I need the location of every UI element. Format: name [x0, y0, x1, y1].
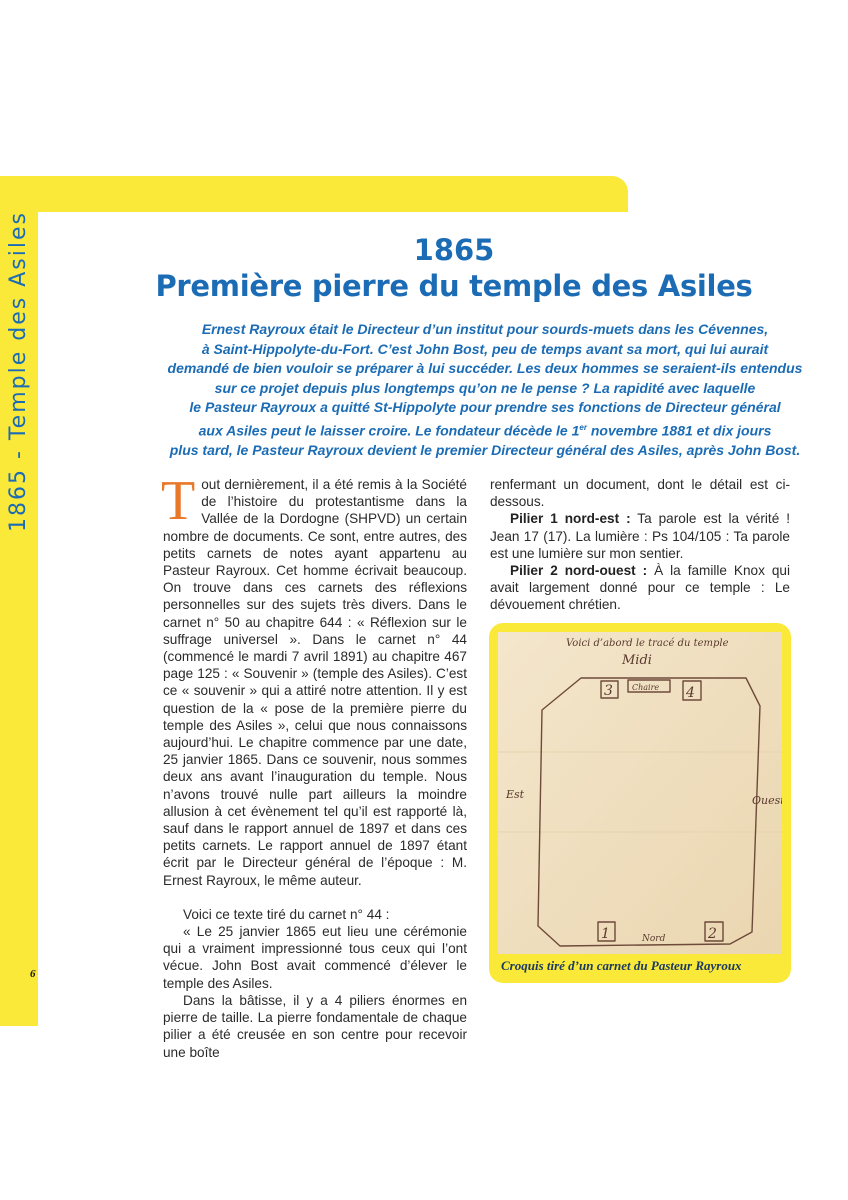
intro-line: [120, 418, 848, 441]
pilier-1-label: Pilier 1 nord-est :: [510, 511, 631, 527]
pilier-1-paragraph: [490, 510, 790, 562]
intro-line: Ernest Rayroux était le Directeur d’un institut pour sourds-muets dans les Cévennes,: [201, 321, 769, 337]
pilier-2-text: À la famille Knox qui avait largement donné pour ce temple : Le dévouement chrétien.: [490, 563, 791, 613]
intro-line: demandé de bien vouloir se préparer à lui succéder. Les deux hommes se seraient-ils entendus: [167, 360, 803, 377]
dropcap: T: [161, 470, 196, 532]
figure-caption: Croquis tiré d’un carnet du Pasteur Rayroux: [501, 958, 742, 973]
left-column: [161, 470, 467, 1061]
paragraph-3: « Le 25 janvier 1865 eut lieu une cérémonie qui a vraiment impressionné tous ceux qui l’ont vécue. John Bost avait commencé d’élever le temple des Asiles.: [163, 924, 467, 991]
intro-superscript: er: [579, 422, 587, 432]
right-column: [490, 476, 790, 614]
page-number: 6: [30, 968, 36, 980]
title-year: 1865: [413, 233, 495, 267]
intro-paragraph: [120, 320, 848, 461]
intro-line: plus tard, le Pasteur Rayroux devient le premier Directeur général des Asiles, après John Bost.: [169, 442, 801, 459]
paragraph-2: Voici ce texte tiré du carnet n° 44 :: [183, 906, 390, 922]
pilier-1-text: Ta parole est la vérité ! Jean 17 (17). La lumière : Ps 104/105 : Ta parole est une lumière sur mon sentier.: [490, 511, 790, 561]
pillar-number-1: 1: [601, 926, 610, 942]
title-block: [60, 232, 848, 304]
page-title: Première pierre du temple des Asiles: [155, 269, 753, 303]
paragraph-1-text: out dernièrement, il a été remis à la Société de l’histoire du protestantisme dans la Vallée de la Dordogne (SHPVD) un certain nombre de documents. Ce sont, entre autres, des petits carnets de notes ayant appartenu au Pasteur Rayroux. Cet homme écrivait beaucoup. On trouve dans ces carnets des réflexions personnelles sur des sujets très divers. Dans le carnet n° 50 au chapitre 644 : « Réflexion sur le suffrage universel ». Dans le carnet n° 44 (commencé le mardi 7 avril 1891) au chapitre 467 page 125 : « Souvenir » (temple des Asiles). C’est ce « souvenir » qui a attiré notre attention. Il y est question de la « pose de la première pierre du temple des Asiles », celui que nous connaissons aujourd’hui. Le chapitre commence par une date, 25 janvier 1865. Dans ce souvenir, nous sommes deux ans avant l’inauguration du temple. Nous n’avons trouvé nulle part ailleurs la moindre allusion à cet évènement tel qu’il est rapporté là, sauf dans le rapport annuel de 1897 et dans ces petits carnets. Le rapport annuel de 1897 étant écrit par le Directeur général de l’époque : M. Ernest Rayroux, le même auteur.: [163, 477, 467, 888]
pillar-number-4: 4: [686, 685, 695, 701]
intro-line-part: novembre 1881 et dix jours: [586, 422, 772, 439]
pilier-2-label: Pilier 2 nord-ouest :: [510, 563, 648, 579]
intro-line-part: aux Asiles peut le laisser croire. Le fondateur décède le 1: [198, 422, 580, 439]
sketch-ouest: Ouest: [752, 794, 782, 807]
intro-line: sur ce projet depuis plus longtemps qu’on ne le pense ? La rapidité avec laquelle: [214, 379, 756, 396]
temple-plan-sketch: [498, 632, 782, 954]
yellow-header-band: [0, 176, 628, 212]
paragraph-continued: renfermant un document, dont le détail est ci-dessous.: [490, 477, 790, 510]
pilier-2-paragraph: [490, 562, 790, 614]
paragraph-4: Dans la bâtisse, il y a 4 piliers énormes en pierre de taille. La pierre fondamentale de chaque pilier a été creusée en son centre pour recevoir une boîte: [163, 992, 467, 1060]
intro-line: à Saint-Hippolyte-du-Fort. C’est John Bost, peu de temps avant sa mort, qui lui aurait: [201, 340, 769, 357]
spine-title-text: 1865 - Temple des Asiles: [5, 210, 31, 532]
sketch-chaire: Chaire: [632, 683, 660, 692]
pillar-number-3: 3: [604, 683, 613, 699]
sketch-nord: Nord: [642, 934, 666, 944]
spine-title: [4, 210, 32, 532]
sketch-est: Est: [506, 788, 525, 801]
pillar-number-2: 2: [708, 926, 717, 942]
sketch-figure: [489, 623, 791, 983]
paragraph-1: [161, 470, 467, 889]
intro-line: le Pasteur Rayroux a quitté St-Hippolyte pour prendre ses fonctions de Directeur général: [189, 399, 781, 416]
notebook-sketch-image: [498, 632, 782, 954]
sketch-header: Voici d’abord le tracé du temple: [566, 638, 729, 649]
sketch-midi: Midi: [622, 653, 652, 668]
